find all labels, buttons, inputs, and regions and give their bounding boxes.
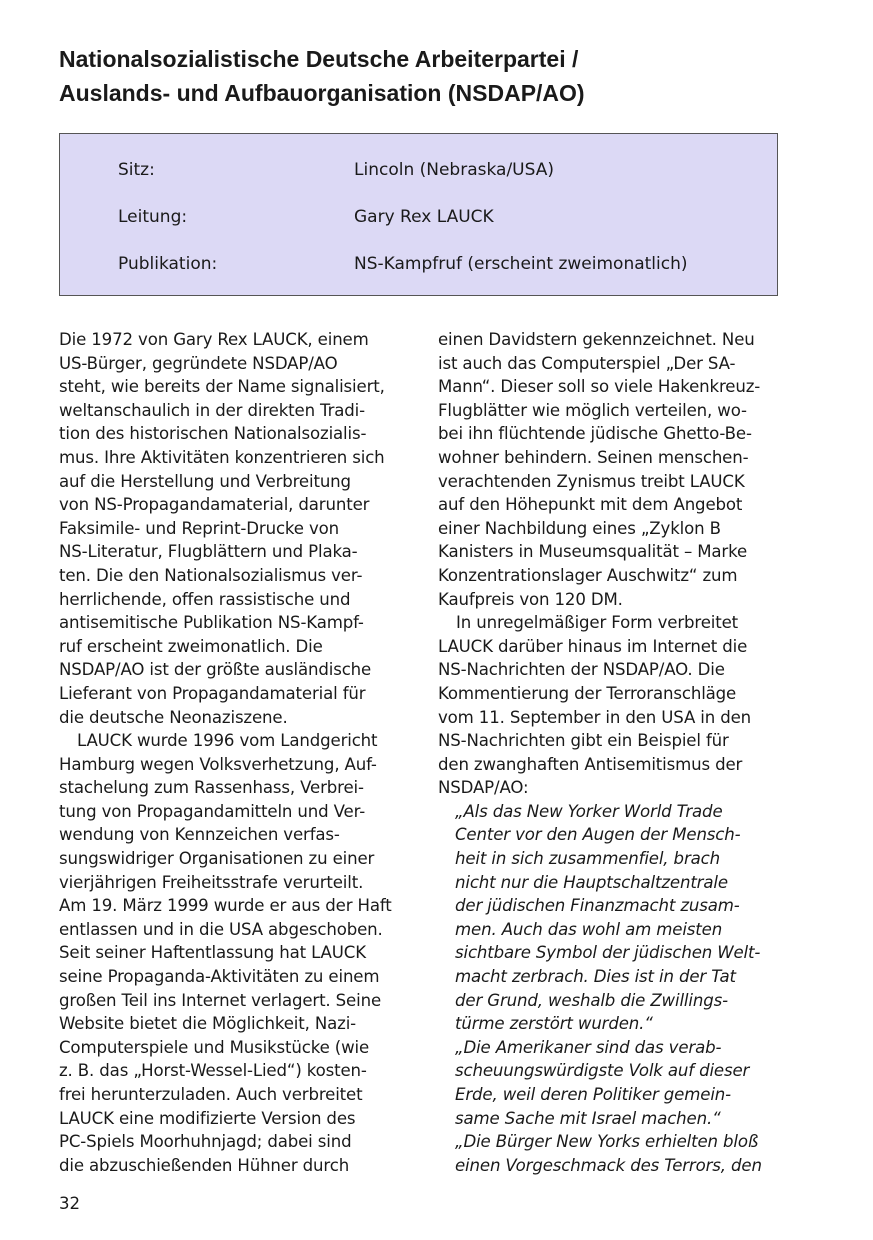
text-line: auf den Höhepunkt mit dem Angebot (438, 495, 743, 515)
text-line: Kanisters in Museumsqualität – Marke (438, 542, 748, 562)
title-line-2: Auslands- und Aufbauorganisation (NSDAP/AO) (59, 80, 585, 106)
text-line: Computerspiele und Musikstücke (wie (59, 1037, 370, 1057)
text-line: ist auch das Computerspiel „Der SA- (438, 353, 736, 373)
text-line: Die 1972 von Gary Rex LAUCK, einem (59, 330, 369, 349)
text-line: einer Nachbildung eines „Zyklon B (438, 518, 721, 538)
text-line: der jüdischen Finanzmacht zusam- (455, 896, 740, 916)
text-line: den zwanghaften Antisemitismus der (438, 754, 743, 774)
title-line-1: Nationalsozialistische Deutsche Arbeiterpartei / (59, 46, 579, 72)
text-column-right (438, 328, 788, 1177)
text-line: nicht nur die Hauptschaltzentrale (455, 872, 728, 892)
text-line: NS-Nachrichten gibt ein Beispiel für (438, 731, 729, 751)
text-line: steht, wie bereits der Name signalisiert, (59, 377, 385, 397)
text-line: die abzuschießenden Hühner durch (59, 1155, 350, 1175)
text-line: Lieferant von Propagandamaterial für (59, 683, 366, 703)
text-line: „Als das New Yorker World Trade (455, 801, 723, 821)
text-line: türme zerstört wurden.“ (455, 1014, 653, 1034)
text-line: same Sache mit Israel machen.“ (455, 1108, 721, 1128)
text-line: z. B. das „Horst-Wessel-Lied“) kosten- (59, 1061, 367, 1081)
text-line: seine Propaganda-Aktivitäten zu einem (59, 967, 380, 987)
text-line: die deutsche Neonaziszene. (59, 707, 288, 727)
info-value: Gary Rex LAUCK (354, 207, 494, 227)
text-line: NSDAP/AO ist der größte ausländische (59, 660, 372, 680)
text-line: herrlichende, offen rassistische und (59, 589, 351, 609)
text-line: Am 19. März 1999 wurde er aus der Haft (59, 896, 392, 916)
text-line: ten. Die den Nationalsozialismus ver- (59, 565, 363, 585)
text-line: LAUCK wurde 1996 vom Landgericht (77, 731, 378, 751)
info-label: Leitung: (118, 207, 188, 227)
text-line: Faksimile- und Reprint-Drucke von (59, 518, 340, 538)
page-title (59, 42, 819, 110)
info-label: Sitz: (118, 160, 155, 180)
text-line: vierjährigen Freiheitsstrafe verurteilt. (59, 872, 364, 892)
text-line: Kommentierung der Terroranschläge (438, 683, 737, 703)
text-line: NSDAP/AO: (438, 778, 529, 798)
text-line: ruf erscheint zweimonatlich. Die (59, 636, 323, 656)
text-line: „Die Bürger New Yorks erhielten bloß (455, 1132, 759, 1152)
text-line: auf die Herstellung und Verbreitung (59, 471, 351, 491)
info-value: NS-Kampfruf (erscheint zweimonatlich) (354, 254, 688, 274)
text-line: NS-Literatur, Flugblättern und Plaka- (59, 542, 358, 562)
info-label: Publikation: (118, 254, 218, 274)
info-box (59, 133, 778, 296)
text-line: entlassen und in die USA abgeschoben. (59, 919, 383, 939)
text-line: wendung von Kennzeichen verfas- (59, 825, 340, 845)
text-line: Seit seiner Haftentlassung hat LAUCK (59, 943, 366, 963)
text-line: der Grund, weshalb die Zwillings- (455, 990, 728, 1010)
text-line: scheuungswürdigste Volk auf dieser (455, 1061, 750, 1081)
text-line: frei herunterzuladen. Auch verbreitet (59, 1085, 363, 1104)
text-line: In unregelmäßiger Form verbreitet (456, 613, 738, 633)
text-line: einen Davidstern gekennzeichnet. Neu (438, 330, 755, 349)
text-line: LAUCK darüber hinaus im Internet die (438, 636, 748, 656)
text-line: LAUCK eine modifizierte Version des (59, 1108, 356, 1128)
text-line: bei ihn flüchtende jüdische Ghetto-Be- (438, 424, 752, 444)
text-line: sichtbare Symbol der jüdischen Welt- (455, 943, 761, 963)
page-number: 32 (59, 1194, 81, 1213)
text-line: antisemitische Publikation NS-Kampf- (59, 613, 364, 633)
text-line: vom 11. September in den USA in den (438, 707, 752, 727)
text-line: Mann“. Dieser soll so viele Hakenkreuz- (438, 377, 761, 397)
text-column-left (59, 328, 409, 1177)
text-line: Kaufpreis von 120 DM. (438, 589, 623, 609)
text-line: US-Bürger, gegründete NSDAP/AO (59, 353, 338, 373)
text-line: tion des historischen Nationalsozialis- (59, 424, 367, 444)
text-line: großen Teil ins Internet verlagert. Seine (59, 990, 382, 1010)
text-line: heit in sich zusammenfiel, brach (455, 849, 720, 869)
text-line: PC-Spiels Moorhuhnjagd; dabei sind (59, 1132, 352, 1152)
text-line: mus. Ihre Aktivitäten konzentrieren sich (59, 447, 385, 467)
text-line: sungswidriger Organisationen zu einer (59, 849, 375, 869)
text-line: verachtenden Zynismus treibt LAUCK (438, 471, 745, 491)
text-line: Erde, weil deren Politiker gemein- (455, 1085, 731, 1104)
text-line: „Die Amerikaner sind das verab- (455, 1037, 722, 1057)
text-line: Website bietet die Möglichkeit, Nazi- (59, 1014, 356, 1034)
text-line: tung von Propagandamitteln und Ver- (59, 801, 366, 821)
text-line: men. Auch das wohl am meisten (455, 919, 723, 939)
text-line: Konzentrationslager Auschwitz“ zum (438, 565, 738, 585)
text-line: von NS-Propagandamaterial, darunter (59, 495, 370, 515)
text-line: stachelung zum Rassenhass, Verbrei- (59, 778, 364, 798)
text-line: einen Vorgeschmack des Terrors, den (455, 1155, 762, 1175)
text-line: Hamburg wegen Volksverhetzung, Auf- (59, 754, 377, 774)
info-value: Lincoln (Nebraska/USA) (354, 160, 554, 180)
text-line: NS-Nachrichten der NSDAP/AO. Die (438, 660, 725, 680)
text-line: weltanschaulich in der direkten Tradi- (59, 400, 365, 420)
text-line: Center vor den Augen der Mensch- (455, 825, 741, 845)
text-line: Flugblätter wie möglich verteilen, wo- (438, 400, 747, 420)
text-line: wohner behindern. Seinen menschen- (438, 447, 749, 467)
text-line: macht zerbrach. Dies ist in der Tat (455, 967, 736, 987)
